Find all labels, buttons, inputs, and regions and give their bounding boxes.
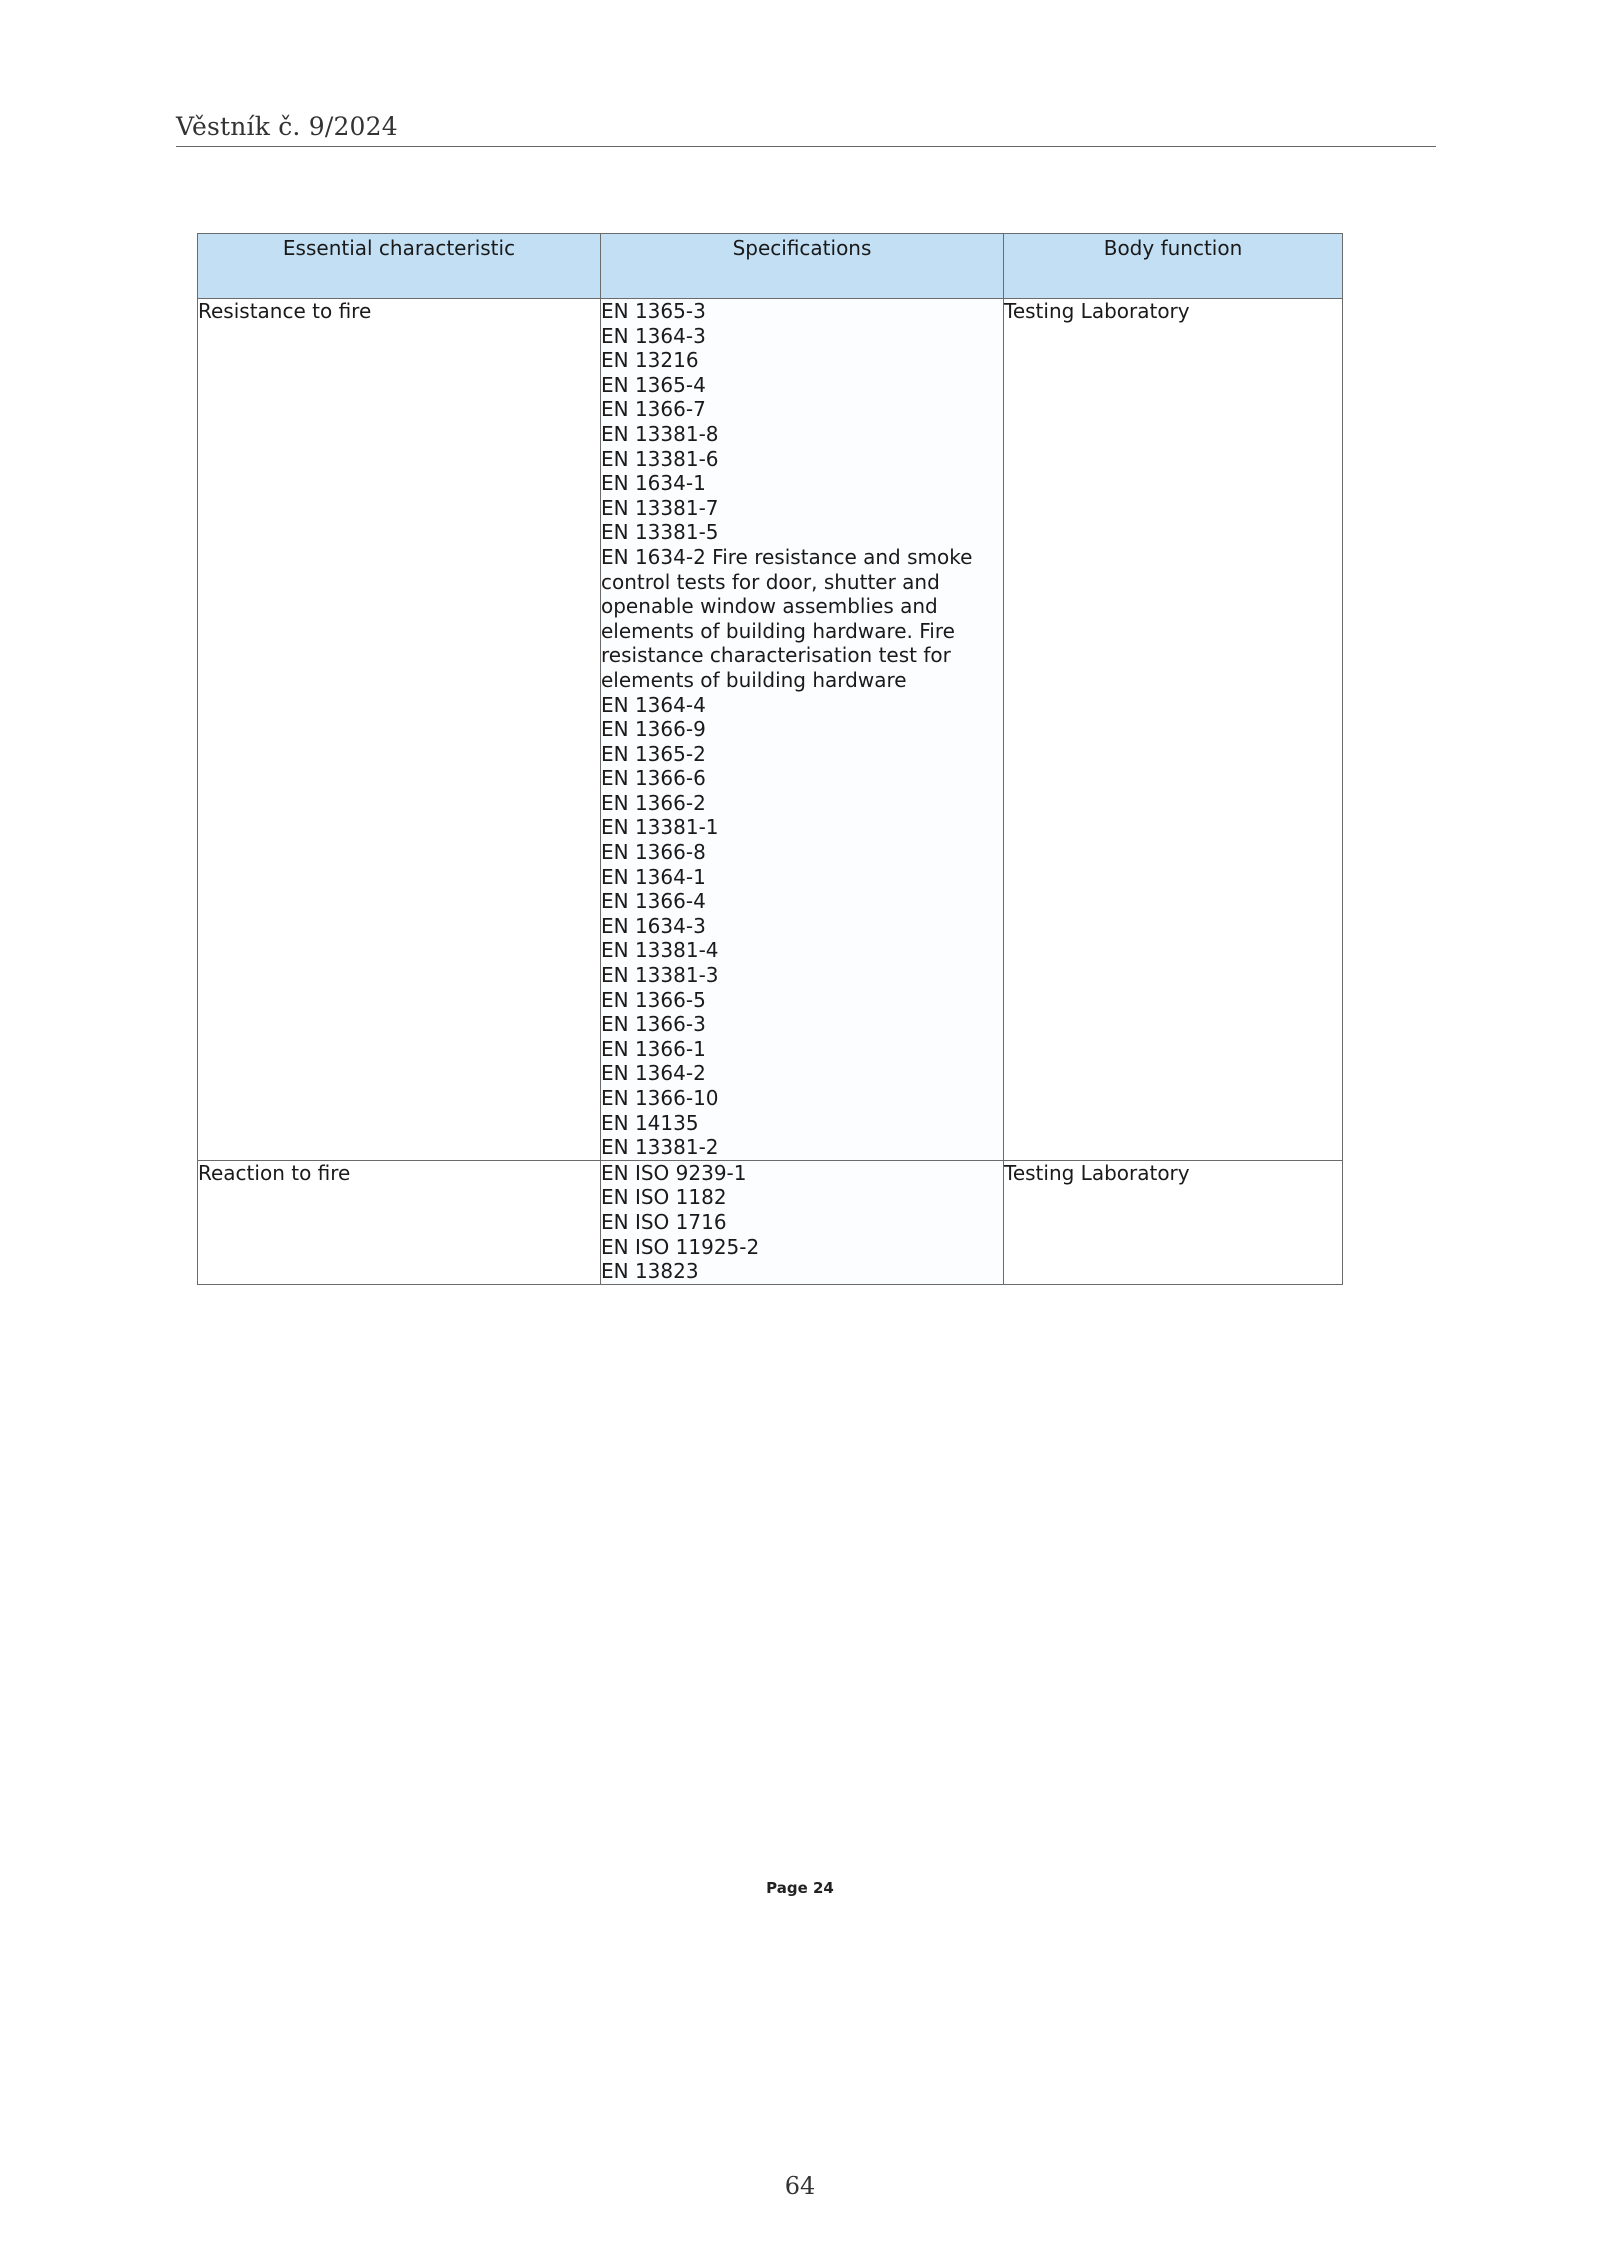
page-label: Page 24	[766, 1879, 834, 1897]
essential-characteristic-cell: Resistance to fire	[198, 299, 601, 1161]
column-header-specifications: Specifications	[601, 234, 1004, 299]
table-body	[198, 299, 1343, 1285]
specification-item: EN ISO 1716	[601, 1209, 727, 1234]
page-number: 64	[784, 2172, 816, 2200]
essential-characteristic-cell: Reaction to fire	[198, 1160, 601, 1284]
specification-item: EN 1364-1	[601, 864, 706, 889]
specification-item: EN 1365-4	[601, 372, 706, 397]
specification-item: EN 13381-1	[601, 815, 719, 840]
body-function-cell: Testing Laboratory	[1004, 1160, 1343, 1284]
specification-item: EN 13216	[601, 348, 699, 373]
table-row	[198, 1160, 1343, 1284]
specification-item: EN 1365-3	[601, 299, 706, 323]
specifications-table	[197, 233, 1343, 1285]
specifications-cell	[601, 1160, 1004, 1284]
specification-item: EN 13381-2	[601, 1135, 719, 1160]
specification-item: EN 1366-1	[601, 1036, 706, 1061]
specification-item: EN 13381-4	[601, 938, 719, 963]
specification-item: EN 1364-4	[601, 692, 706, 717]
specification-item: EN ISO 11925-2	[601, 1234, 760, 1259]
specification-item: EN 1366-5	[601, 987, 706, 1012]
specification-item: EN 13823	[601, 1259, 699, 1284]
table-row	[198, 299, 1343, 1161]
specification-item: EN 1366-3	[601, 1012, 706, 1037]
specification-item: EN 13381-6	[601, 446, 719, 471]
specifications-cell	[601, 299, 1004, 1161]
specification-item: EN 14135	[601, 1110, 699, 1135]
specification-item: EN 1366-9	[601, 717, 706, 742]
specification-item: EN 13381-8	[601, 421, 719, 446]
specification-item: EN 1366-6	[601, 766, 706, 791]
specification-item: EN 1364-3	[601, 323, 706, 348]
specification-item: EN 1366-7	[601, 397, 706, 422]
specification-item: EN 1364-2	[601, 1061, 706, 1086]
column-header-body-function: Body function	[1004, 234, 1343, 299]
specification-item: EN ISO 1182	[601, 1185, 727, 1210]
specification-item: EN 1366-4	[601, 889, 706, 914]
body-function-cell: Testing Laboratory	[1004, 299, 1343, 1161]
specification-item: EN 13381-3	[601, 963, 719, 988]
specification-item: EN 1365-2	[601, 741, 706, 766]
specification-item: EN 1634-3	[601, 913, 706, 938]
specification-item: EN 1366-10	[601, 1086, 719, 1110]
running-header-title: Věstník č. 9/2024	[176, 112, 398, 141]
specification-item: EN 1366-8	[601, 840, 706, 865]
specification-item: EN 1634-2 Fire resistance and smoke control tests for door, shutter and openable window assemblies and elements of building hardware. Fire resistance characterisation test for elements of building hardware	[601, 544, 973, 692]
column-header-essential-characteristic: Essential characteristic	[198, 234, 601, 299]
specification-item: EN 1366-2	[601, 790, 706, 815]
table-header-row	[198, 234, 1343, 299]
specification-item: EN 1634-1	[601, 471, 706, 496]
header-rule	[176, 146, 1436, 147]
specification-item: EN 13381-5	[601, 520, 719, 545]
specification-item: EN ISO 9239-1	[601, 1160, 747, 1185]
specification-item: EN 13381-7	[601, 495, 719, 520]
